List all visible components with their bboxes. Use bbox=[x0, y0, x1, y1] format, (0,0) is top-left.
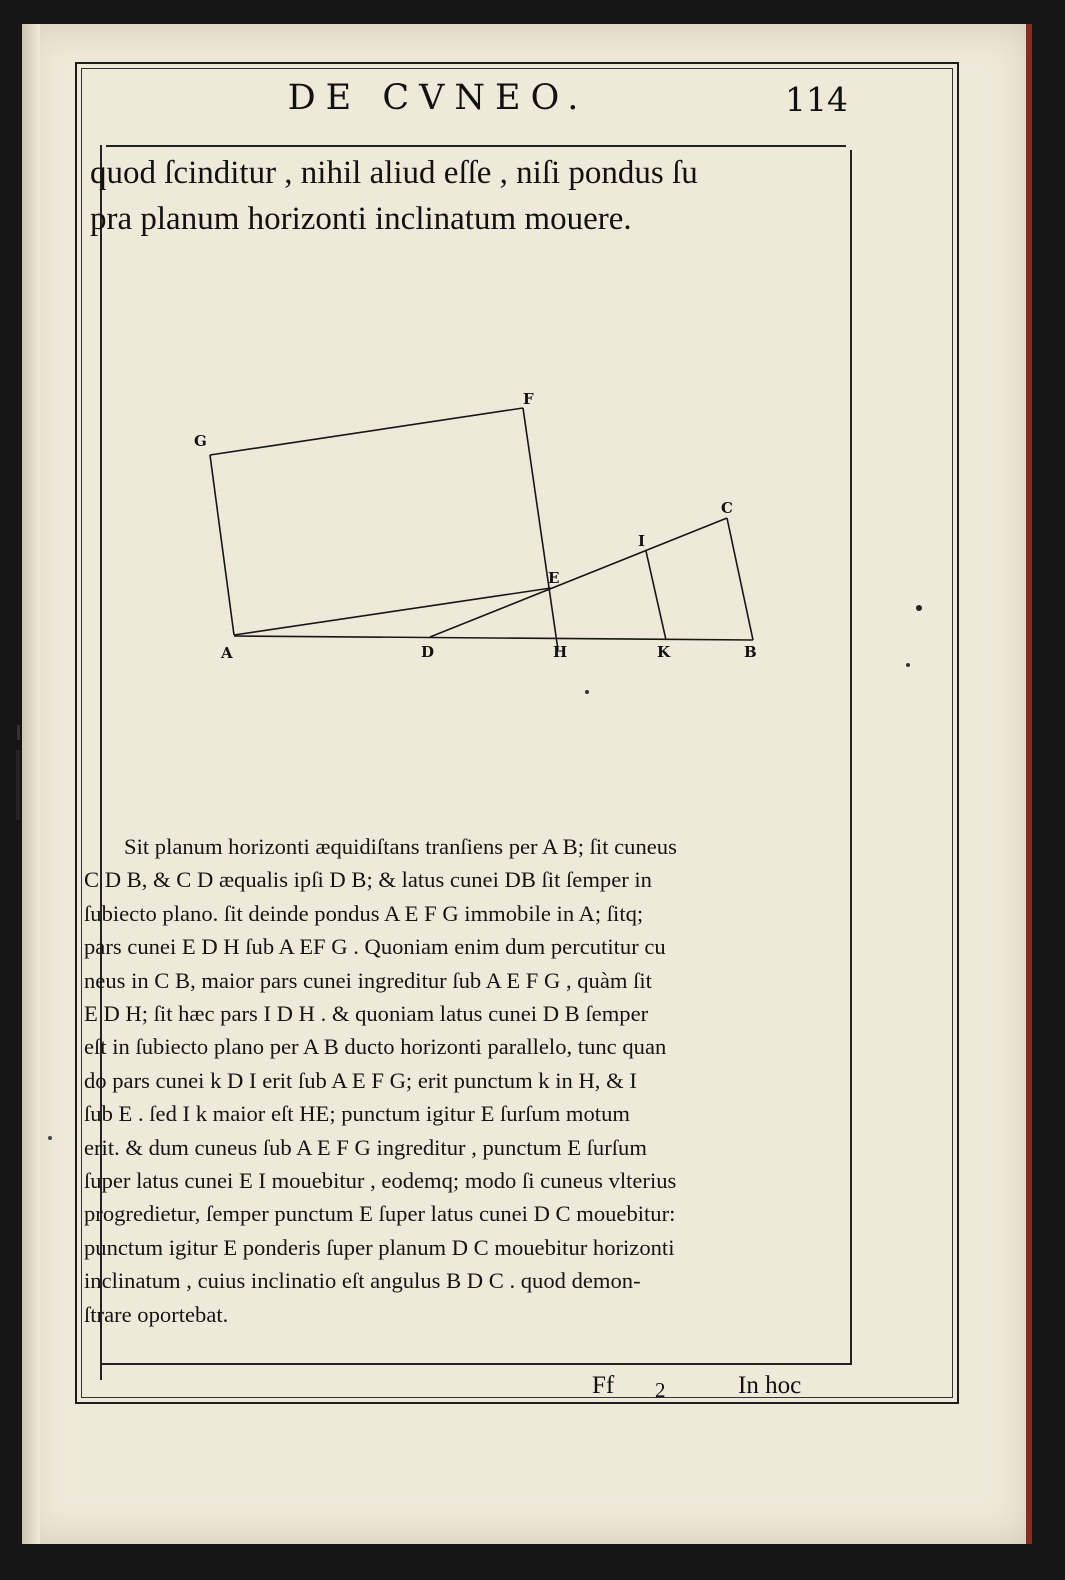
label-f: F bbox=[523, 390, 534, 408]
label-d: D bbox=[421, 643, 435, 661]
edge-mark bbox=[16, 750, 20, 820]
body-text bbox=[84, 830, 852, 1331]
body-line: ſuper latus cunei E I mouebitur , eodemq; modo ſi cuneus vlterius bbox=[84, 1168, 677, 1194]
line-a-e bbox=[234, 588, 551, 635]
line-a-b bbox=[234, 636, 753, 640]
label-h: H bbox=[553, 643, 568, 661]
body-line: do pars cunei k D I erit ſub A E F G; erit punctum k in H, & I bbox=[84, 1067, 637, 1093]
body-line: Sit planum horizonti æquidiſtans tranſiens per A B; ſit cuneus bbox=[124, 834, 677, 859]
body-line: progredietur, ſemper punctum E ſuper latus cunei D C mouebitur: bbox=[84, 1201, 676, 1227]
body-line: punctum igitur E ponderis ſuper planum D C mouebitur horizonti bbox=[84, 1234, 675, 1260]
label-k: K bbox=[657, 643, 671, 661]
body-line: E D H; ſit hæc pars I D H . & quoniam latus cunei D B ſemper bbox=[84, 1001, 649, 1027]
body-line: erit. & dum cuneus ſub A E F G ingreditur , punctum E ſurſum bbox=[84, 1134, 647, 1160]
label-b: B bbox=[744, 643, 757, 661]
label-a: A bbox=[221, 644, 233, 662]
body-line: ſubiecto plano. ſit deinde pondus A E F G immobile in A; ſitq; bbox=[84, 900, 644, 926]
paper-speck bbox=[585, 690, 589, 694]
paper-speck bbox=[48, 1136, 52, 1140]
body-line: C D B, & C D æqualis ipſi D B; & latus cunei DB ſit ſemper in bbox=[84, 867, 652, 893]
intro-line: quod ſcinditur , nihil aliud eſſe , niſi pondus ſu bbox=[90, 155, 698, 191]
catchword: In hoc bbox=[738, 1372, 802, 1399]
edge-mark bbox=[17, 725, 20, 740]
body-line: ſub E . ſed I k maior eſt HE; punctum igitur E ſurſum motum bbox=[84, 1101, 630, 1127]
body-line: pars cunei E D H ſub A EF G . Quoniam enim dum percutitur cu bbox=[84, 934, 666, 960]
page-number: 114 bbox=[785, 80, 848, 119]
body-line: eſt in ſubiecto plano per A B ducto horizonti parallelo, tunc quan bbox=[84, 1034, 667, 1060]
body-line: neus in C B, maior pars cunei ingreditur ſub A E F G , quàm ſit bbox=[84, 967, 652, 993]
signature-mark: Ff bbox=[592, 1372, 615, 1399]
line-g-a bbox=[210, 455, 234, 635]
signature-number: 2 bbox=[655, 1378, 666, 1402]
label-i: I bbox=[638, 532, 646, 550]
running-header: DE CVNEO. bbox=[287, 78, 589, 118]
line-g-f bbox=[210, 408, 523, 455]
intro-line: pra planum horizonti inclinatum mouere. bbox=[90, 201, 632, 237]
paper-speck bbox=[906, 663, 910, 667]
line-f-h bbox=[523, 408, 558, 650]
label-c: C bbox=[721, 499, 733, 517]
paper-speck bbox=[916, 605, 922, 611]
line-d-c bbox=[430, 518, 727, 637]
line-i-k bbox=[646, 551, 666, 640]
label-g: G bbox=[194, 432, 207, 450]
line-c-b bbox=[727, 518, 753, 640]
label-e: E bbox=[548, 569, 560, 587]
body-line: ſtrare oportebat. bbox=[84, 1301, 229, 1327]
body-line: inclinatum , cuius inclinatio eſt angulus B D C . quod demon- bbox=[84, 1268, 641, 1294]
